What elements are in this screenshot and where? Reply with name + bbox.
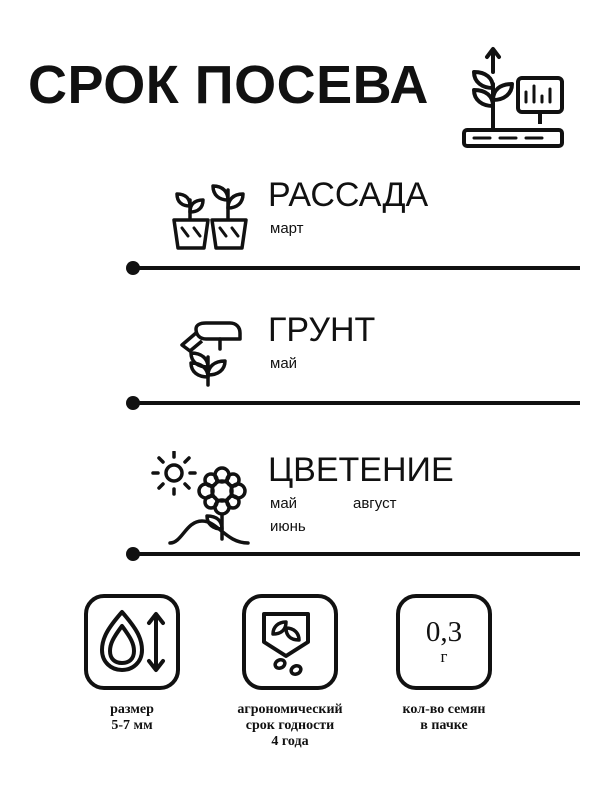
page-title: СРОК ПОСЕВА: [28, 55, 429, 115]
timeline-line-soil: [130, 401, 580, 405]
timeline-line-seedling: [130, 266, 580, 270]
seed-size-icon: [88, 598, 176, 686]
stage-month-soil: май: [270, 355, 298, 372]
shelf-life-caption-line1: агрономический: [237, 702, 343, 717]
seed-count-caption: [356, 702, 532, 734]
seed-packet-icon: [246, 598, 334, 686]
stage-title-soil: ГРУНТ: [268, 311, 376, 349]
stage-title-seedling: РАССАДА: [268, 176, 429, 214]
seed-weight-label: [396, 594, 492, 690]
stage-month-bloom-3: июнь: [270, 518, 306, 535]
seedling-monitor-icon: [456, 44, 566, 159]
stage-title-bloom: ЦВЕТЕНИЕ: [268, 451, 454, 489]
header: [28, 44, 572, 154]
seed-size-caption-line1: размер: [110, 702, 154, 717]
shelf-life-badge: [242, 594, 338, 690]
seed-count-caption-line1: кол-во семян: [402, 702, 486, 717]
stage-month-bloom-1: май: [270, 495, 298, 512]
shelf-life-caption: [200, 702, 380, 750]
seed-weight-unit: г: [440, 646, 448, 666]
timeline-line-bloom: [130, 552, 580, 556]
sun-flower-icon: [150, 451, 260, 556]
footer-badges: [0, 590, 600, 780]
seed-weight-value: 0,3: [425, 616, 463, 649]
shelf-life-caption-line3: 4 года: [271, 734, 309, 750]
timeline-stage-bloom: [0, 445, 600, 570]
seed-count-caption-line2: в пачке: [420, 718, 468, 734]
timeline-stage-seedling: [0, 170, 600, 280]
shelf-life-caption-line2: срок годности: [245, 718, 335, 734]
seed-size-caption: [44, 702, 220, 734]
stage-month-seedling: март: [270, 220, 304, 237]
stage-month-bloom-2: август: [353, 495, 397, 512]
seedling-pots-icon: [168, 176, 260, 261]
seed-size-caption-line2: 5-7 мм: [111, 718, 153, 734]
seed-size-badge: [84, 594, 180, 690]
watering-can-icon: [168, 311, 260, 396]
timeline-stage-soil: [0, 305, 600, 415]
